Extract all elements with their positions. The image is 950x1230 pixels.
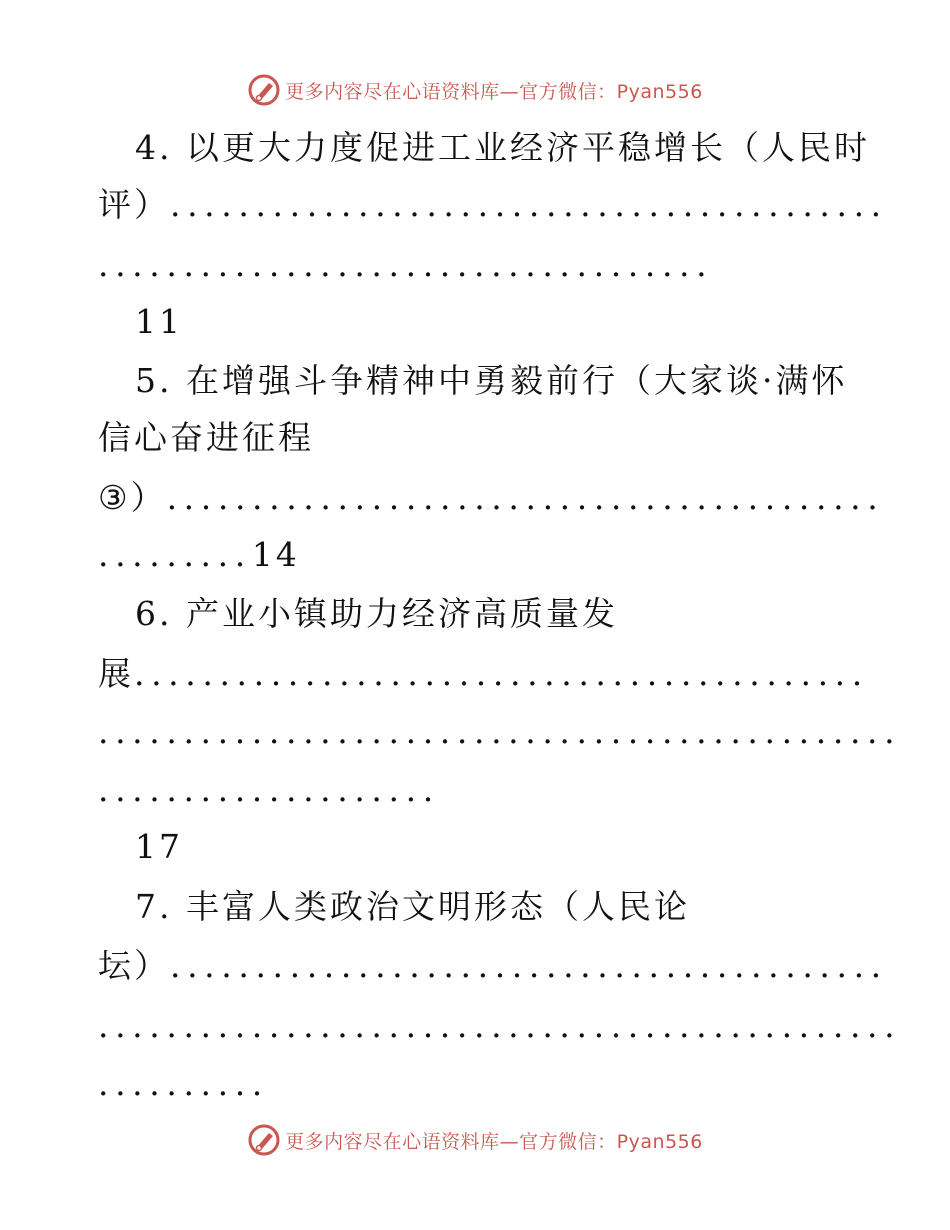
pen-logo-icon <box>247 73 281 107</box>
watermark-text: 更多内容尽在心语资料库—官方微信：Pyan556 <box>285 80 703 103</box>
page-number: 17 <box>135 827 183 866</box>
header-watermark-banner <box>0 70 950 110</box>
toc-entry-title: 在增强斗争精神中勇毅前行（大家谈·满怀 <box>186 361 848 400</box>
leader-dots: ........................................... <box>134 654 869 693</box>
toc-entry-7-line1 <box>135 887 690 927</box>
toc-entry-number: 6. <box>135 594 173 633</box>
leader-dots: ............................................... <box>98 1006 902 1045</box>
toc-entry-title-cont: 评） <box>98 185 170 224</box>
leader-dots: .......................................... <box>170 185 888 224</box>
page-number: 14 <box>251 535 300 574</box>
leader-dots: ............................................... <box>98 712 902 751</box>
toc-entry-7-line2 <box>98 946 888 986</box>
toc-entry-4-line1 <box>135 128 870 168</box>
toc-entry-6-page <box>135 827 183 867</box>
toc-entry-5-line4 <box>98 535 300 575</box>
leader-dots: .......................................... <box>170 946 888 985</box>
toc-entry-5-line3 <box>98 478 884 518</box>
toc-entry-4-page <box>135 302 183 342</box>
footer-watermark-banner <box>0 1120 950 1160</box>
toc-entry-number: 4. <box>135 128 173 167</box>
leader-dots: .......... <box>98 1064 269 1103</box>
toc-entry-6-line4 <box>98 770 440 810</box>
leader-dots: .................................... <box>98 245 714 284</box>
toc-entry-title-cont: ③） <box>98 478 167 517</box>
toc-entry-7-line3 <box>98 1006 901 1046</box>
toc-entry-number: 5. <box>135 361 173 400</box>
leader-dots: .................... <box>98 770 440 809</box>
page-number: 11 <box>135 302 183 341</box>
toc-entry-title-cont: 信心奋进征程 <box>98 418 314 457</box>
toc-entry-title: 丰富人类政治文明形态（人民论 <box>186 887 690 926</box>
toc-entry-4-line2 <box>98 185 888 225</box>
toc-entry-title: 产业小镇助力经济高质量发 <box>186 594 618 633</box>
leader-dots: .......................................... <box>166 478 885 517</box>
toc-entry-number: 7. <box>135 887 173 926</box>
toc-entry-6-line2 <box>98 654 869 694</box>
toc-entry-title: 以更大力度促进工业经济平稳增长（人民时 <box>186 128 870 167</box>
toc-entry-5-line1 <box>135 361 848 401</box>
toc-entry-6-line1 <box>135 594 618 634</box>
toc-entry-title-cont: 坛） <box>98 946 170 985</box>
toc-entry-4-line3 <box>98 245 713 285</box>
toc-entry-title-cont: 展 <box>98 654 134 693</box>
toc-entry-6-line3 <box>98 712 901 752</box>
watermark-text: 更多内容尽在心语资料库—官方微信：Pyan556 <box>285 1130 703 1153</box>
toc-entry-5-line2 <box>98 418 314 458</box>
pen-logo-icon <box>247 1123 281 1157</box>
toc-entry-7-line4 <box>98 1064 269 1104</box>
leader-dots: ......... <box>98 535 252 574</box>
